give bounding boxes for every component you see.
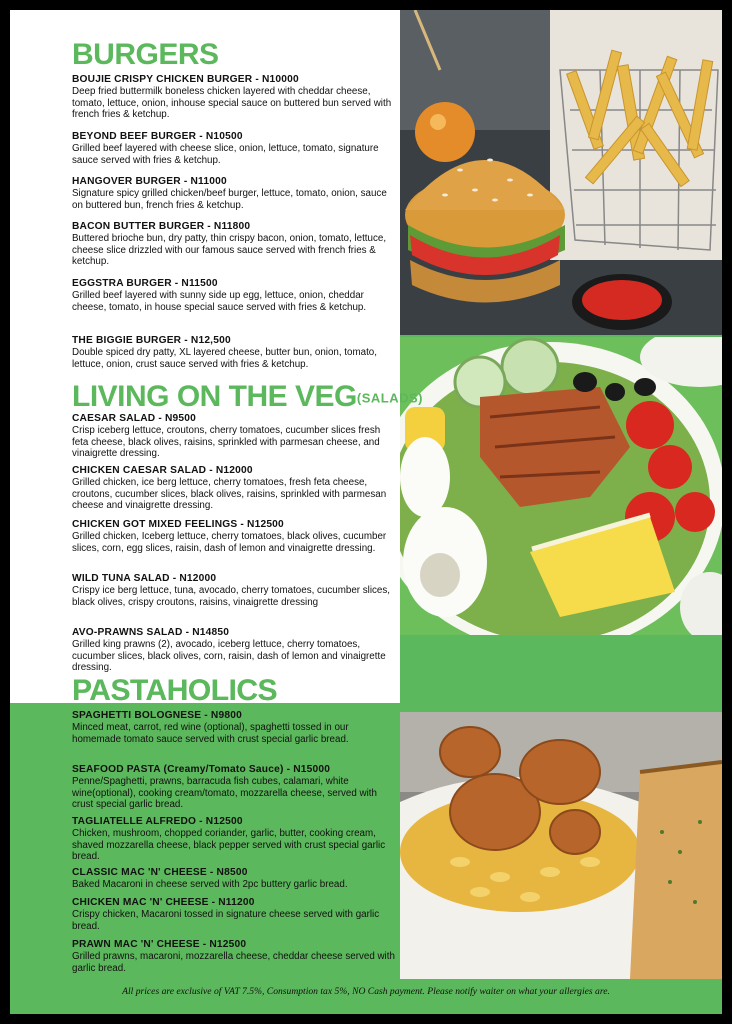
menu-item: [72, 176, 398, 211]
menu-item-name: CHICKEN MAC 'N' CHEESE - N11200: [72, 897, 255, 908]
menu-item: [72, 764, 398, 811]
menu-item-desc: Crisp iceberg lettuce, croutons, cherry tomatoes, cucumber slices fresh feta cheese, black olives, raisins, sprinkled with parmesan cheese, and vinaigrette dressing.: [72, 425, 381, 460]
menu-item-desc: Crispy ice berg lettuce, tuna, avocado, cherry tomatoes, cucumber slices, black olives, crispy croutons, raisins, vinaigrette dressing: [72, 585, 390, 608]
menu-item-desc: Deep fried buttermilk boneless chicken layered with cheddar cheese, tomato, lettuce, onion, inhouse special sauce on buttered bun served with french fries & ketchup.: [72, 86, 392, 121]
menu-item: [72, 335, 398, 370]
menu-item: [72, 867, 398, 891]
menu-item-desc: Signature spicy grilled chicken/beef burger, lettuce, tomato, onion, sauce on buttered bun, french fries & ketchup.: [72, 188, 387, 211]
menu-item-name: PRAWN MAC 'N' CHEESE - N12500: [72, 939, 247, 950]
menu-item: [72, 131, 398, 166]
menu-item-desc: Crispy chicken, Macaroni tossed in signature cheese served with garlic bread.: [72, 909, 380, 932]
menu-item: [72, 939, 398, 974]
menu-item-name: THE BIGGIE BURGER - N12,500: [72, 335, 231, 346]
menu-item-desc: Grilled beef layered with cheese slice, onion, lettuce, tomato, signature sauce served with fries & ketchup.: [72, 143, 379, 166]
section-subtitle-salads: (SALADS): [356, 390, 423, 406]
menu-item-name: TAGLIATELLE ALFREDO - N12500: [72, 816, 243, 827]
menu-item-name: BEYOND BEEF BURGER - N10500: [72, 131, 243, 142]
menu-item-desc: Chicken, mushroom, chopped coriander, garlic, butter, cooking cream, shaved mozzarella cheese, black pepper served with crust special garlic bread.: [72, 828, 386, 863]
menu-item-desc: Baked Macaroni in cheese served with 2pc buttery garlic bread.: [72, 879, 348, 890]
section-title-burgers: BURGERS: [72, 38, 219, 71]
menu-item: [72, 519, 398, 554]
menu-item: [72, 465, 398, 512]
menu-item-name: SPAGHETTI BOLOGNESE - N9800: [72, 710, 242, 721]
menu-item-name: CAESAR SALAD - N9500: [72, 413, 197, 424]
menu-item: [72, 627, 398, 674]
menu-item-name: HANGOVER BURGER - N11000: [72, 176, 227, 187]
mac-and-cheese-photo: [400, 712, 722, 979]
menu-item-name: BOUJIE CRISPY CHICKEN BURGER - N10000: [72, 74, 299, 85]
menu-item: [72, 413, 398, 460]
menu-item-name: AVO-PRAWNS SALAD - N14850: [72, 627, 230, 638]
menu-item-name: CLASSIC MAC 'N' CHEESE - N8500: [72, 867, 248, 878]
menu-page: [10, 10, 722, 1014]
section-title-veg: LIVING ON THE VEG: [72, 380, 357, 413]
salad-photo: [400, 337, 722, 635]
menu-item-desc: Double spiced dry patty, XL layered cheese, butter bun, onion, tomato, lettuce, onion, crust sauce served with fries & ketchup.: [72, 347, 377, 370]
menu-item-desc: Grilled chicken, Iceberg lettuce, cherry tomatoes, black olives, cucumber slices, corn, egg slices, raisin, dash of lemon and vinaigrette dressing.: [72, 531, 387, 554]
menu-item-desc: Minced meat, carrot, red wine (optional), spaghetti tossed in our homemade tomato sauce served with crust special garlic bread.: [72, 722, 349, 745]
menu-item-desc: Penne/Spaghetti, prawns, barracuda fish cubes, calamari, white wine(optional), cooking cream/tomato, mozzarella cheese, served with crust special garlic bread.: [72, 776, 377, 811]
menu-item: [72, 816, 398, 863]
section-title-salads: [72, 380, 423, 414]
menu-item-name: SEAFOOD PASTA (Creamy/Tomato Sauce) - N15000: [72, 764, 331, 775]
menu-item-name: WILD TUNA SALAD - N12000: [72, 573, 217, 584]
menu-item: [72, 710, 398, 745]
menu-item: [72, 278, 398, 313]
burger-photo: [400, 10, 722, 335]
menu-item: [72, 897, 398, 932]
menu-item-name: CHICKEN CAESAR SALAD - N12000: [72, 465, 253, 476]
menu-item-name: EGGSTRA BURGER - N11500: [72, 278, 218, 289]
menu-item-desc: Grilled king prawns (2), avocado, iceberg lettuce, cherry tomatoes, cucumber slices, black olives, corn, raisin, dash of lemon and vinaigrette dressing.: [72, 639, 386, 674]
menu-item-desc: Buttered brioche bun, dry patty, thin crispy bacon, onion, tomato, lettuce, cheese slice drizzled with our famous sauce served with french fries & ketchup.: [72, 233, 387, 268]
menu-item-name: BACON BUTTER BURGER - N11800: [72, 221, 251, 232]
menu-item-desc: Grilled chicken, ice berg lettuce, cherry tomatoes, fresh feta cheese, croutons, cucumber slices, black olives, raisins, sprinkled with parmesan cheese and vinaigrette dressing.: [72, 477, 387, 512]
menu-item: [72, 74, 398, 121]
menu-item-desc: Grilled beef layered with sunny side up egg, lettuce, onion, cheddar cheese, tomato, in house special sauce served with fries & ketchup.: [72, 290, 367, 313]
menu-item: [72, 221, 398, 268]
section-title-pasta: PASTAHOLICS: [72, 674, 278, 707]
menu-item: [72, 573, 398, 608]
menu-item-name: CHICKEN GOT MIXED FEELINGS - N12500: [72, 519, 284, 530]
footer-note: All prices are exclusive of VAT 7.5%, Consumption tax 5%, NO Cash payment. Please notify waiter on what your allergies are.: [122, 986, 610, 997]
menu-item-desc: Grilled prawns, macaroni, mozzarella cheese, cheddar cheese served with garlic bread.: [72, 951, 395, 974]
